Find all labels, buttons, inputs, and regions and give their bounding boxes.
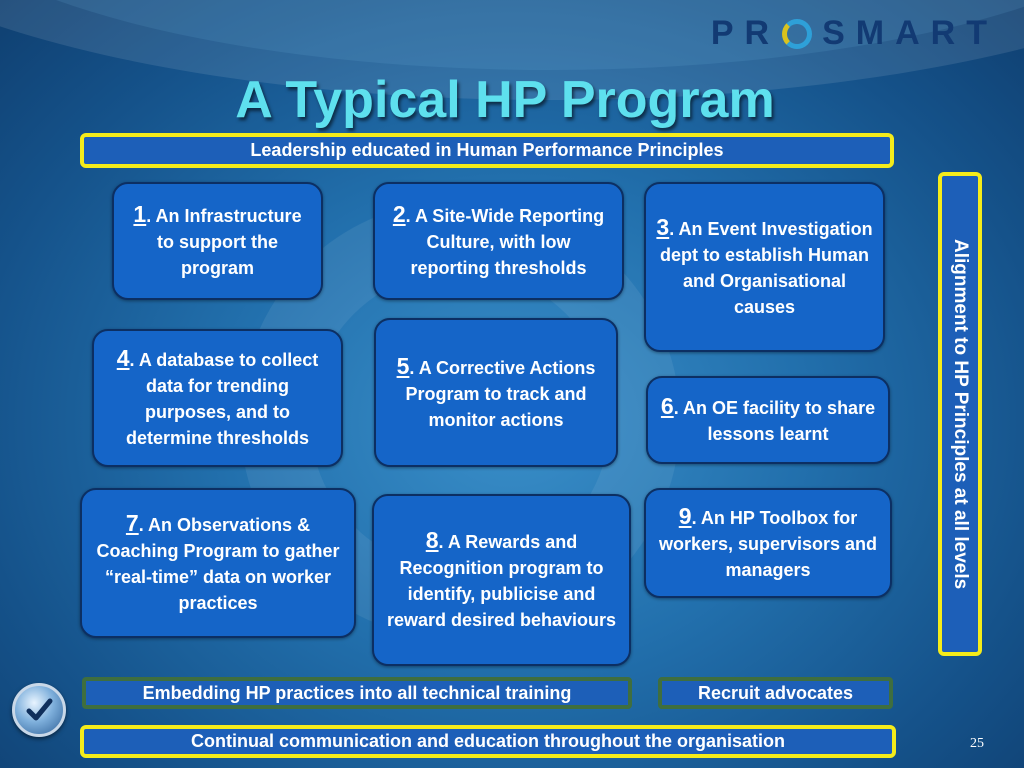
card-number: 4	[116, 345, 130, 371]
card-number: 2	[392, 201, 406, 227]
card-2	[373, 182, 624, 300]
card-1	[112, 182, 323, 300]
banner-leadership	[80, 133, 894, 168]
card-number: 9	[678, 503, 692, 529]
card-number: 5	[396, 352, 410, 379]
card-3	[644, 182, 885, 352]
card-text: . A database to collect data for trending purposes, and to determine thresholds	[125, 350, 319, 448]
logo-text-right: SMART	[822, 14, 998, 52]
circle-o-icon	[782, 19, 812, 49]
card-text: . A Rewards and Recognition program to identify, publicise and reward desired behaviours	[386, 532, 617, 630]
card-7	[80, 488, 356, 638]
logo-text-left: PR	[710, 14, 781, 52]
banner-training-label: Embedding HP practices into all technical training	[142, 682, 572, 703]
card-number: 3	[656, 214, 670, 240]
page-number: 25	[970, 736, 984, 751]
card-text: . An OE facility to share lessons learnt	[673, 398, 876, 444]
banner-alignment-label: Alignment to HP Principles at all levels	[950, 238, 971, 590]
card-text: . An Event Investigation dept to establish Human and Organisational causes	[659, 219, 873, 317]
card-6	[646, 376, 890, 464]
page-title: A Typical HP Program	[235, 71, 775, 129]
card-number: 8	[425, 527, 439, 553]
checkmark-icon[interactable]	[12, 683, 66, 737]
card-text: . An Infrastructure to support the program	[146, 206, 302, 278]
banner-communication	[80, 725, 896, 758]
prosmart-logo	[711, 14, 998, 53]
card-text: . An HP Toolbox for workers, supervisors and managers	[658, 508, 878, 580]
card-number: 7	[125, 510, 139, 536]
card-text: . A Site-Wide Reporting Culture, with low reporting thresholds	[405, 206, 605, 278]
card-text: . A Corrective Actions Program to track and monitor actions	[405, 357, 596, 430]
card-number: 6	[660, 393, 674, 419]
banner-leadership-label: Leadership educated in Human Performance Principles	[250, 140, 724, 160]
card-8	[372, 494, 631, 666]
card-5	[374, 318, 618, 467]
card-number: 1	[133, 201, 147, 227]
banner-alignment	[938, 172, 982, 656]
banner-communication-label: Continual communication and education throughout the organisation	[191, 731, 785, 751]
card-4	[92, 329, 343, 467]
banner-advocates	[658, 677, 893, 709]
card-9	[644, 488, 892, 598]
banner-training	[82, 677, 632, 709]
checkmark-glyph	[24, 695, 54, 725]
banner-advocates-label: Recruit advocates	[697, 682, 854, 703]
card-text: . An Observations & Coaching Program to gather “real-time” data on worker practices	[96, 515, 340, 613]
